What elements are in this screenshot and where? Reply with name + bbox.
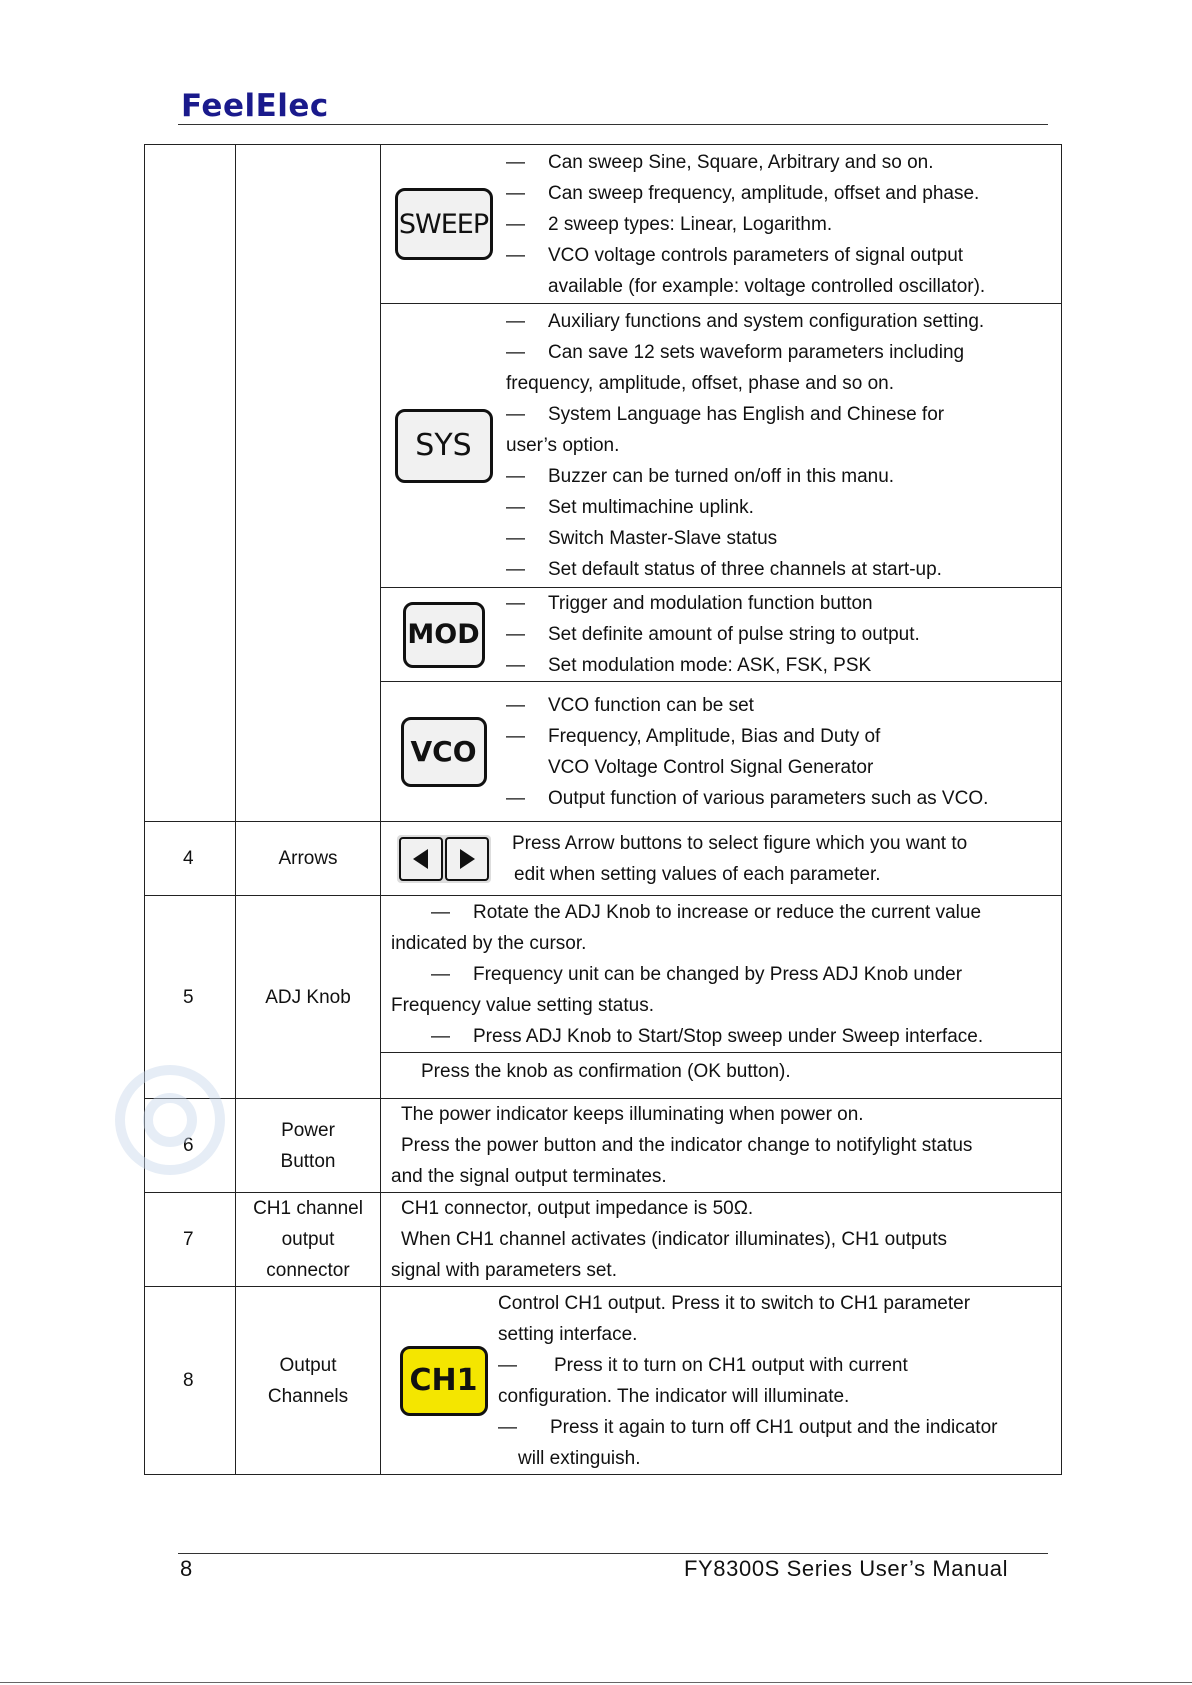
table-row	[145, 896, 1062, 1099]
mod-button: MOD	[403, 602, 485, 668]
adj-ok-note: Press the knob as confirmation (OK button).	[381, 1052, 1061, 1097]
power-description: The power indicator keeps illuminating when power on. Press the power button and the indicator change to notifylight status and the signal output terminates.	[391, 1104, 973, 1187]
footer-rule	[178, 1553, 1048, 1554]
vco-description: — VCO function can be set — Frequency, Amplitude, Bias and Duty of VCO Voltage Control Signal Generator — Output function of various parameters such as VCO.	[506, 694, 989, 809]
arrow-buttons	[397, 835, 491, 883]
page-number: 8	[180, 1556, 193, 1581]
row-name: ADJ Knob	[236, 896, 381, 1099]
arrow-left-icon	[399, 837, 443, 881]
row-number: 8	[145, 1287, 236, 1475]
function-table	[144, 144, 1062, 1475]
name-cell	[236, 145, 381, 822]
header-rule	[178, 124, 1048, 125]
row-name: Power Button	[236, 1099, 381, 1193]
sweep-description: — Can sweep Sine, Square, Arbitrary and so on. — Can sweep frequency, amplitude, offset and phase. — 2 sweep types: Linear, Logarithm. — VCO voltage controls parameters of signal output available (for example: voltage controlled oscillator).	[506, 151, 986, 297]
row-name: Output Channels	[236, 1287, 381, 1475]
row-number: 5	[145, 896, 236, 1099]
page-bottom-rule	[0, 1682, 1192, 1683]
brand-logo: FeelElec	[181, 88, 329, 124]
arrow-right-icon	[445, 837, 489, 881]
row-number: 4	[145, 822, 236, 896]
sys-button: SYS	[395, 409, 493, 483]
ch1-button: CH1	[400, 1346, 488, 1416]
row-name: Arrows	[236, 822, 381, 896]
sys-description: — Auxiliary functions and system configuration setting. — Can save 12 sets waveform parameters including frequency, amplitude, offset, phase and so on. — System Language has English and Chinese for user’s option. — Buzzer can be turned on/off in this manu. — Set multimachine uplink. — Switch Master-Slave status — Set default status of three channels at start-up.	[506, 311, 985, 580]
vco-button: VCO	[401, 717, 487, 787]
table-row	[145, 1193, 1062, 1287]
sweep-button: SWEEP	[395, 188, 493, 260]
row-number: 7	[145, 1193, 236, 1287]
arrows-description: Press Arrow buttons to select figure which you want to edit when setting values of each parameter.	[512, 832, 968, 885]
row-name: CH1 channel output connector	[236, 1193, 381, 1287]
row-number: 6	[145, 1099, 236, 1193]
table-row	[145, 822, 1062, 896]
table-row	[145, 145, 1062, 304]
table-row	[145, 1287, 1062, 1475]
table-row	[145, 1099, 1062, 1193]
mod-description: — Trigger and modulation function button — Set definite amount of pulse string to output. — Set modulation mode: ASK, FSK, PSK	[506, 593, 920, 676]
manual-title: FY8300S Series User’s Manual	[684, 1556, 1009, 1581]
adj-description: — Rotate the ADJ Knob to increase or reduce the current value indicated by the cursor. — Frequency unit can be changed by Press ADJ Knob under Frequency value setting status. — Press ADJ Knob to Start/Stop sweep under Sweep interface.	[391, 902, 984, 1047]
ch1-connector-description: CH1 connector, output impedance is 50Ω. When CH1 channel activates (indicator illuminates), CH1 outputs signal with parameters set.	[391, 1198, 947, 1281]
output-description: Control CH1 output. Press it to switch to CH1 parameter setting interface. — Press it to turn on CH1 output with current configuration. The indicator will illuminate. — Press it again to turn off CH1 output and the indicator will extinguish.	[498, 1292, 998, 1469]
number-cell	[145, 145, 236, 822]
